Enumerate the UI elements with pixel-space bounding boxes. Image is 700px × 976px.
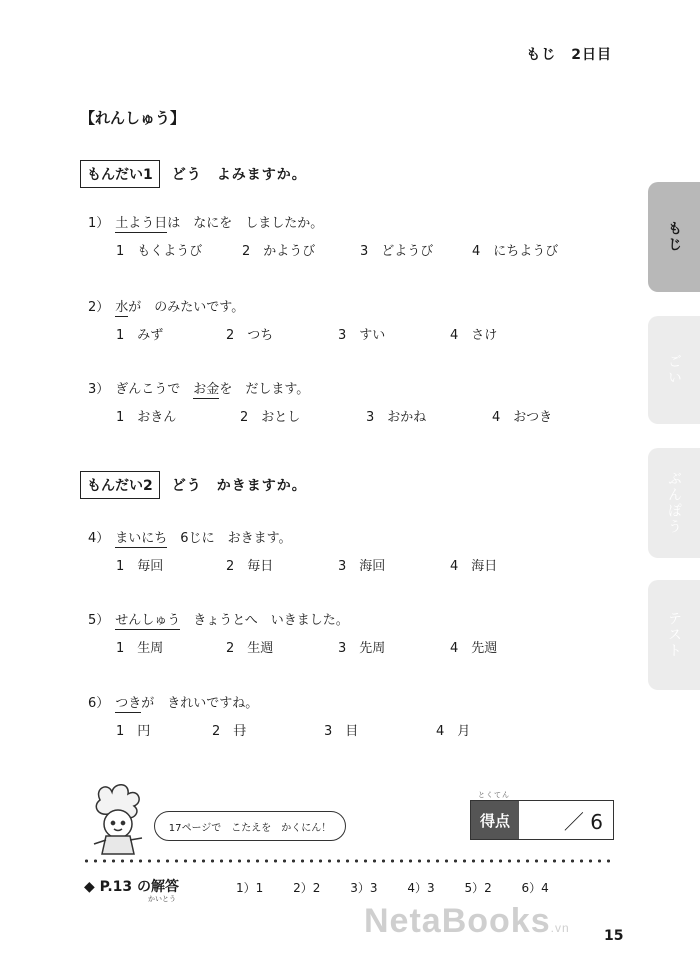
answer-item: 2）2	[293, 881, 321, 895]
answer-option[interactable]: 1 生周	[116, 641, 164, 656]
question-underlined-word: まいにち	[115, 531, 168, 546]
question-6	[88, 692, 258, 711]
question-text-post: きょうとへ いきました。	[180, 613, 349, 628]
question-underlined-word: 土よう日	[115, 216, 168, 231]
question-number: 5）	[88, 613, 110, 628]
tab-test-label: テスト	[666, 611, 682, 659]
mondai-2-instruction: どう かきますか。	[171, 478, 307, 494]
tab-test[interactable]	[648, 580, 700, 690]
tab-bunpou[interactable]	[648, 448, 700, 558]
answer-item: 6）4	[521, 881, 549, 895]
question-number: 4）	[88, 531, 110, 546]
answer-option[interactable]: 3 海回	[338, 559, 386, 574]
answer-option[interactable]: 4 にちようび	[472, 244, 559, 259]
tab-goi[interactable]	[648, 316, 700, 424]
tab-bunpou-label: ぶんぽう	[666, 471, 682, 535]
answer-option[interactable]: 2 冄	[212, 724, 247, 739]
question-text-pre: ぎんこうで	[115, 382, 194, 397]
answer-option[interactable]: 3 目	[324, 724, 359, 739]
answer-option[interactable]: 4 海日	[450, 559, 498, 574]
answer-option[interactable]: 2 かようび	[242, 244, 316, 259]
question-text-post: は なにを しましたか。	[167, 216, 324, 231]
mascot-illustration	[80, 778, 160, 858]
question-4	[88, 527, 292, 546]
section-title: 【れんしゅう】	[80, 109, 186, 127]
mondai-2-heading	[80, 471, 307, 499]
question-underlined-word: つき	[115, 696, 142, 711]
answer-key-list	[236, 879, 575, 896]
answer-item: 3）3	[350, 881, 378, 895]
score-box	[470, 800, 614, 840]
mondai-1-label: もんだい1	[80, 160, 160, 188]
answer-option[interactable]: 4 月	[436, 724, 471, 739]
question-number: 1）	[88, 216, 110, 231]
answer-item: 4）3	[407, 881, 435, 895]
answer-option[interactable]: 2 つち	[226, 328, 274, 343]
speech-bubble-text: 17ページで こたえを かくにん！	[168, 822, 332, 834]
question-5	[88, 609, 349, 628]
answer-item: 1）1	[236, 881, 264, 895]
watermark-text: NetaBooks	[364, 902, 551, 940]
question-number: 3）	[88, 382, 110, 397]
watermark-logo	[364, 902, 570, 941]
page-number: 15	[604, 928, 624, 944]
answer-option[interactable]: 3 すい	[338, 328, 386, 343]
speech-bubble	[154, 811, 346, 841]
mondai-2-label: もんだい2	[80, 471, 160, 499]
answer-option[interactable]: 1 円	[116, 724, 151, 739]
question-text-post: を だします。	[219, 382, 310, 397]
answer-option[interactable]: 2 生週	[226, 641, 274, 656]
answer-option[interactable]: 1 もくようび	[116, 244, 203, 259]
score-value: ／ 6	[563, 810, 603, 834]
answer-option[interactable]: 1 毎回	[116, 559, 164, 574]
watermark-suffix: .vn	[550, 921, 570, 935]
answer-key-title: ◆ P.13 の解答	[84, 879, 180, 895]
page-header-title: もじ 2日目	[526, 47, 612, 63]
question-underlined-word: 水	[115, 300, 129, 315]
dotted-divider	[82, 859, 614, 863]
answer-item: 5）2	[464, 881, 492, 895]
question-3	[88, 378, 309, 397]
answer-key-ruby: かいとう	[148, 895, 176, 903]
answer-option[interactable]: 2 毎日	[226, 559, 274, 574]
question-2	[88, 296, 244, 315]
answer-option[interactable]: 3 どようび	[360, 244, 434, 259]
question-number: 2）	[88, 300, 110, 315]
answer-option[interactable]: 4 おつき	[492, 410, 553, 425]
mondai-1-instruction: どう よみますか。	[171, 167, 307, 183]
answer-option[interactable]: 1 おきん	[116, 410, 177, 425]
answer-option[interactable]: 3 先周	[338, 641, 386, 656]
question-1	[88, 212, 323, 231]
question-text-post: が のみたいです。	[128, 300, 245, 315]
question-text-post: が きれいですね。	[141, 696, 259, 711]
answer-option[interactable]: 4 さけ	[450, 328, 498, 343]
answer-option[interactable]: 3 おかね	[366, 410, 427, 425]
question-number: 6）	[88, 696, 110, 711]
answer-option[interactable]: 1 みず	[116, 328, 164, 343]
question-underlined-word: お金	[193, 382, 220, 397]
tab-moji-label: もじ	[666, 221, 682, 253]
answer-option[interactable]: 4 先週	[450, 641, 498, 656]
score-ruby: とくてん	[478, 791, 510, 799]
score-label: 得点	[471, 801, 519, 839]
question-text-post: 6じに おきます。	[167, 531, 292, 546]
answer-option[interactable]: 2 おとし	[240, 410, 301, 425]
question-underlined-word: せんしゅう	[115, 613, 181, 628]
tab-goi-label: ごい	[666, 354, 682, 386]
mondai-1-heading	[80, 160, 307, 188]
tab-moji[interactable]	[648, 182, 700, 292]
